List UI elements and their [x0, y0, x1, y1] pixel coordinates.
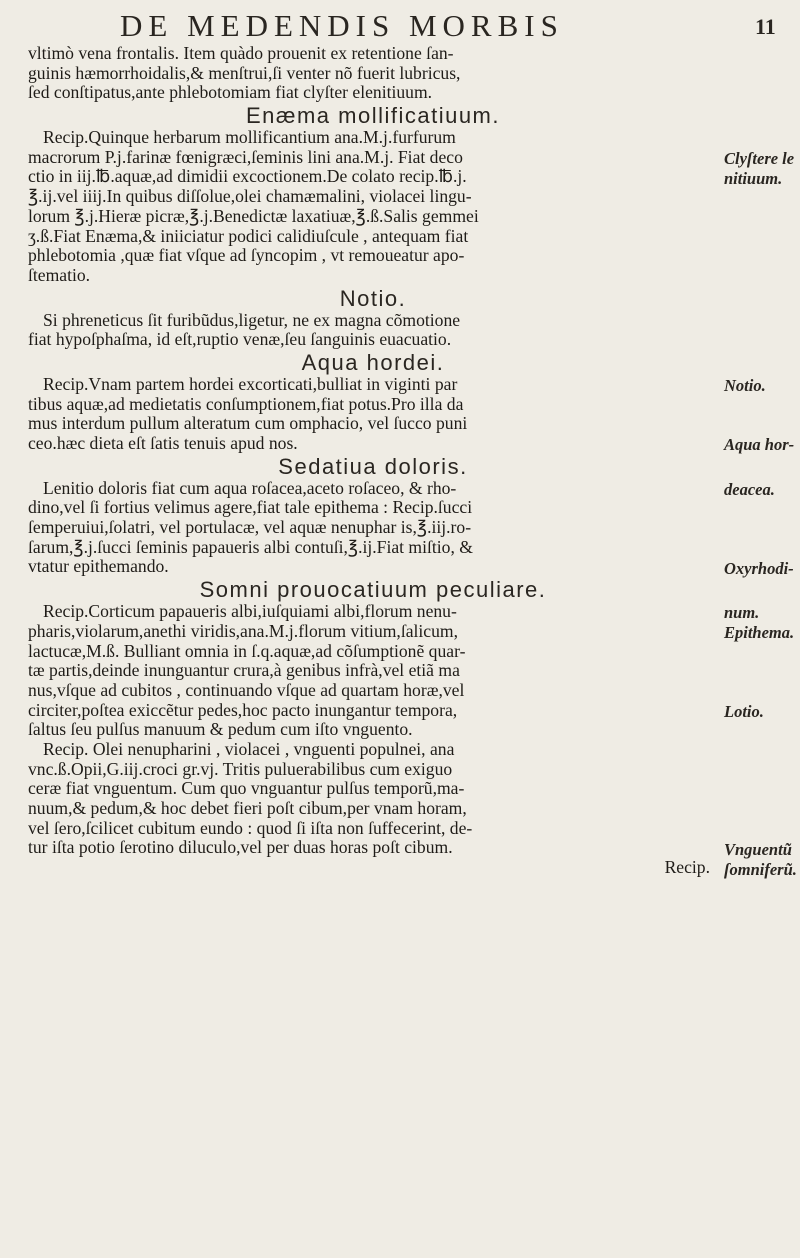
- margin-note: nitiuum.: [724, 168, 783, 188]
- margin-note: ſomniferũ.: [724, 859, 797, 879]
- section-heading: Notio.: [339, 285, 407, 311]
- text-line: ceo.hæc dieta eſt ſatis tenuis apud nos.: [28, 433, 298, 453]
- margin-note: deacea.: [724, 479, 775, 499]
- margin-note: Notio.: [724, 376, 766, 396]
- text-line: ſaltus ſeu pulſus manuum & pedum cum iſto vnguento.: [28, 719, 413, 740]
- margin-note: Oxyrhodi-: [724, 558, 794, 578]
- text-line: fiat hypoſphaſma, id eſt,ruptio venæ,ſeu ſanguinis euacuatio.: [28, 329, 452, 350]
- margin-note: Epithema.: [724, 623, 795, 643]
- margin-note: Clyſtere le: [724, 148, 795, 168]
- margin-note: Aqua hor-: [724, 435, 795, 455]
- text-line: vltimò vena frontalis. Item quàdo prouenit ex retentione ſan-: [28, 43, 454, 63]
- running-head: DE MEDENDIS MORBIS: [120, 8, 564, 43]
- text-line: lactucæ,M.ß. Bulliant omnia in ſ.q.aquæ,ad cõſumptionẽ quar-: [28, 640, 466, 661]
- text-line: tur iſta potio ſerotino diluculo,vel per duas horas poſt cibum.: [28, 837, 453, 858]
- text-line: guinis hæmorrhoidalis,& menſtrui,ſi venter nõ fuerit lubricus,: [28, 62, 461, 83]
- text-line: dino,vel ſi fortius velimus agere,fiat tale epithema : Recip.ſucci: [28, 497, 473, 518]
- text-line: vtatur epithemando.: [28, 556, 169, 577]
- text-line: vnc.ß.Opii,G.iij.croci gr.vj. Tritis puluerabilibus cum exiguo: [28, 758, 453, 779]
- text-line: nuum,& pedum,& hoc debet fieri poſt cibum,per vnam horam,: [28, 798, 467, 818]
- text-line: Recip. Olei nenupharini , violacei , vnguenti populnei, ana: [43, 738, 455, 759]
- text-line: ſtematio.: [28, 264, 91, 285]
- text-line: tibus aquæ,ad medietatis conſumptionem,fiat potus.Pro illa da: [28, 393, 464, 414]
- section-heading: Aqua hordei.: [301, 349, 445, 375]
- section-heading: Sedatiua doloris.: [278, 453, 468, 479]
- text-line: Recip.Vnam partem hordei excorticati,bulliat in viginti par: [43, 373, 458, 394]
- text-line: circiter,poſtea exiccẽtur pedes,hoc pacto inungantur tempora,: [28, 699, 458, 720]
- margin-note: Vnguentũ: [724, 839, 792, 859]
- section-heading: Somni prouocatiuum peculiare.: [199, 577, 547, 603]
- text-line: Si phreneticus ſit furibũdus,ligetur, ne ex magna cõmotione: [43, 309, 461, 330]
- body-text: [28, 44, 718, 878]
- margin-note: Lotio.: [724, 701, 764, 721]
- text-line: vel ſero,ſcilicet cubitum eundo : quod ſi iſta non ſuffecerint, de-: [28, 817, 473, 838]
- text-line: Recip.Quinque herbarum mollificantium ana.M.j.furfurum: [43, 127, 456, 148]
- text-line: lorum ℥.j.Hieræ picræ,℥.j.Benedictæ laxatiuæ,℥.ß.Salis gemmei: [28, 205, 479, 226]
- text-line: nus,vſque ad cubitos , continuando vſque ad quartam horæ,vel: [28, 679, 465, 700]
- text-line: phlebotomia ,quæ fiat vſque ad ſyncopim , vt remoueatur apo-: [28, 245, 465, 266]
- text-line: mus interdum pullum alteratum cum omphacio, vel ſucco puni: [28, 413, 468, 434]
- catchword: Recip.: [664, 857, 710, 878]
- text-line: ceræ fiat vnguentum. Cum quo vnguantur pulſus temporũ,ma-: [28, 778, 465, 799]
- page-number: 11: [755, 14, 776, 39]
- text-line: ℥.ij.vel iiij.In quibus diſſolue,olei chamæmalini, violacei lingu-: [28, 186, 472, 207]
- text-line: pharis,violarum,anethi viridis,ana.M.j.florum vitium,ſalicum,: [28, 620, 458, 641]
- text-line: ſed conſtipatus,ante phlebotomiam fiat clyſter elenitiuum.: [28, 82, 433, 103]
- section-heading: Enæma mollificatiuum.: [245, 103, 500, 129]
- text-line: Recip.Corticum papaueris albi,iuſquiami albi,florum nenu-: [43, 601, 457, 622]
- margin-note: num.: [724, 603, 760, 623]
- text-line: ctio in iij.℔.aquæ,ad dimidii excoctionem.De colato recip.℔.j.: [28, 166, 467, 187]
- text-line: ſarum,℥.j.ſucci ſeminis papaueris albi contuſi,℥.ij.Fiat miſtio, &: [28, 536, 473, 557]
- text-line: ſemperuiui,ſolatri, vel portulacæ, vel aquæ nenuphar is,℥.iij.ro-: [28, 517, 472, 538]
- text-line: macrorum P.j.farinæ fœnigræci,ſeminis lini ana.M.j. Fiat deco: [28, 146, 463, 167]
- text-line: ʒ.ß.Fiat Enæma,& iniiciatur podici calidiuſcule , antequam fiat: [28, 225, 469, 246]
- text-line: tæ partis,deinde inunguantur crura,à genibus infrà,vel etiã ma: [28, 660, 460, 681]
- text-line: Lenitio doloris fiat cum aqua roſacea,aceto roſaceo, & rho-: [43, 477, 457, 498]
